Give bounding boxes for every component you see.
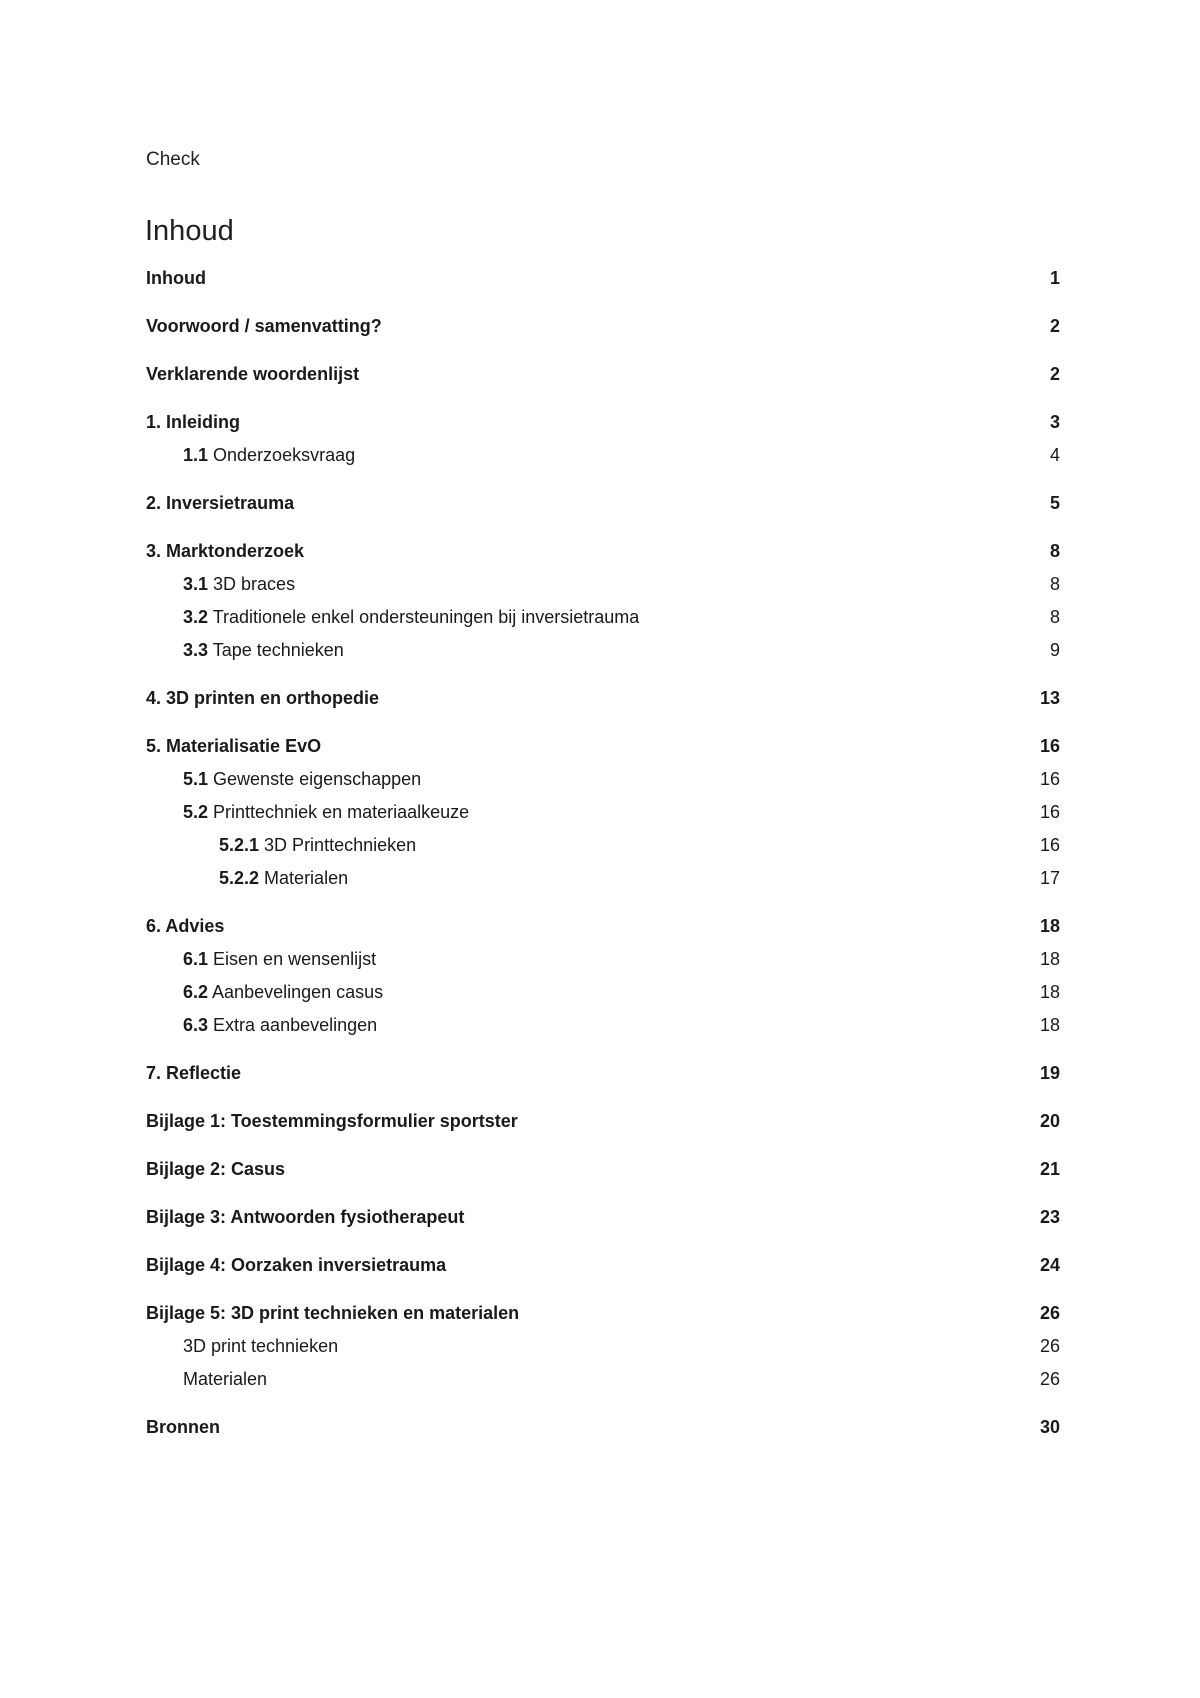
toc-entry-label: Bijlage 4: Oorzaken inversietrauma [146, 1255, 447, 1275]
toc-entry[interactable] [146, 361, 1060, 387]
toc-entry-label: Voorwoord / samenvatting? [146, 316, 382, 336]
toc-entry[interactable] [146, 1333, 1060, 1359]
toc-title: Inhoud [145, 215, 234, 247]
toc-entry-page: 26 [1039, 1303, 1060, 1323]
toc-entry-page: 21 [1039, 1159, 1060, 1179]
toc-entry-page: 16 [1039, 802, 1060, 822]
toc-entry-page: 2 [1049, 316, 1060, 336]
toc-entry-label: 1.1 Onderzoeksvraag [183, 445, 356, 465]
toc-entry[interactable] [146, 313, 1060, 339]
toc-entry-label: 5.1 Gewenste eigenschappen [183, 769, 422, 789]
toc-entry[interactable] [146, 1156, 1060, 1182]
toc-entry-label: Inhoud [146, 268, 206, 288]
toc-entry-page: 16 [1039, 835, 1060, 855]
toc-entry-label: 5.2 Printtechniek en materiaalkeuze [183, 802, 470, 822]
toc-entry[interactable] [146, 1108, 1060, 1134]
toc-entry[interactable] [146, 1300, 1060, 1326]
toc-entry-label: Bijlage 2: Casus [146, 1159, 286, 1179]
toc-entry-page: 3 [1049, 412, 1060, 432]
toc-entry-page: 26 [1039, 1336, 1060, 1356]
toc-entry-label: 6.3 Extra aanbevelingen [183, 1015, 378, 1035]
toc-entry[interactable] [146, 1414, 1060, 1440]
toc-entry-label: Materialen [183, 1369, 268, 1389]
toc-entry-label: 7. Reflectie [146, 1063, 242, 1083]
toc-entry-label: 2. Inversietrauma [146, 493, 295, 513]
header-note: Check [146, 149, 200, 170]
toc-entry-label: 3. Marktonderzoek [146, 541, 305, 561]
toc-entry-page: 8 [1049, 541, 1060, 561]
toc-entry[interactable] [146, 832, 1060, 858]
toc-entry[interactable] [146, 604, 1060, 630]
toc-entry-label: 5.2.2 Materialen [219, 868, 349, 888]
toc-entry[interactable] [146, 913, 1060, 939]
toc-entry[interactable] [146, 946, 1060, 972]
toc-entry-page: 24 [1039, 1255, 1060, 1275]
toc-entry[interactable] [146, 265, 1060, 291]
toc-entry-label: 1. Inleiding [146, 412, 241, 432]
toc-entry-page: 16 [1039, 769, 1060, 789]
toc-entry-page: 18 [1039, 1015, 1060, 1035]
toc-entry[interactable] [146, 571, 1060, 597]
toc-entry-page: 16 [1039, 736, 1060, 756]
toc-entry-label: Bijlage 5: 3D print technieken en materialen [146, 1303, 520, 1323]
toc-entry[interactable] [146, 1060, 1060, 1086]
toc-entry[interactable] [146, 766, 1060, 792]
toc-entry[interactable] [146, 979, 1060, 1005]
toc-entry-page: 8 [1049, 607, 1060, 627]
toc-entry-label: 5. Materialisatie EvO [146, 736, 322, 756]
toc-entry-label: 6.1 Eisen en wensenlijst [183, 949, 377, 969]
toc-entry-label: 6. Advies [146, 916, 225, 936]
toc-entry-page: 8 [1049, 574, 1060, 594]
toc-entry-page: 18 [1039, 982, 1060, 1002]
toc-entry-label: 3.3 Tape technieken [183, 640, 344, 660]
toc-entry-label: Bronnen [146, 1417, 220, 1437]
toc-entry-page: 2 [1049, 364, 1060, 384]
toc-entry-page: 20 [1039, 1111, 1060, 1131]
toc-entry-page: 1 [1049, 268, 1060, 288]
toc-entry-label: 4. 3D printen en orthopedie [146, 688, 380, 708]
toc-entry-label: 6.2 Aanbevelingen casus [183, 982, 384, 1002]
toc-entry[interactable] [146, 733, 1060, 759]
toc-entry-page: 5 [1049, 493, 1060, 513]
toc-entry-page: 23 [1039, 1207, 1060, 1227]
toc-entry-page: 9 [1049, 640, 1060, 660]
toc-entry[interactable] [146, 1204, 1060, 1230]
toc-entry-label: Bijlage 1: Toestemmingsformulier sportster [146, 1111, 518, 1131]
toc-entry-page: 30 [1039, 1417, 1060, 1437]
toc-entry-label: Verklarende woordenlijst [146, 364, 360, 384]
toc-entry-label: 3D print technieken [183, 1336, 339, 1356]
toc-entry[interactable] [146, 490, 1060, 516]
toc-entry[interactable] [146, 538, 1060, 564]
toc-entry[interactable] [146, 1366, 1060, 1392]
toc-entry[interactable] [146, 685, 1060, 711]
toc-entry-label: 3.1 3D braces [183, 574, 296, 594]
toc-entry-page: 13 [1039, 688, 1060, 708]
toc-entry[interactable] [146, 799, 1060, 825]
toc-entry-page: 18 [1039, 916, 1060, 936]
toc-entry[interactable] [146, 442, 1060, 468]
toc-entry[interactable] [146, 865, 1060, 891]
toc-entry-page: 18 [1039, 949, 1060, 969]
toc-entry-page: 17 [1039, 868, 1060, 888]
toc-entry-label: 3.2 Traditionele enkel ondersteuningen bij inversietrauma [183, 607, 640, 627]
toc-entry[interactable] [146, 637, 1060, 663]
toc-entry[interactable] [146, 1252, 1060, 1278]
toc-entry-label: Bijlage 3: Antwoorden fysiotherapeut [146, 1207, 465, 1227]
toc-entry-page: 4 [1049, 445, 1060, 465]
toc-entry[interactable] [146, 1012, 1060, 1038]
toc-entry-page: 26 [1039, 1369, 1060, 1389]
toc-entry-label: 5.2.1 3D Printtechnieken [219, 835, 417, 855]
toc-entry-page: 19 [1039, 1063, 1060, 1083]
toc-entry[interactable] [146, 409, 1060, 435]
